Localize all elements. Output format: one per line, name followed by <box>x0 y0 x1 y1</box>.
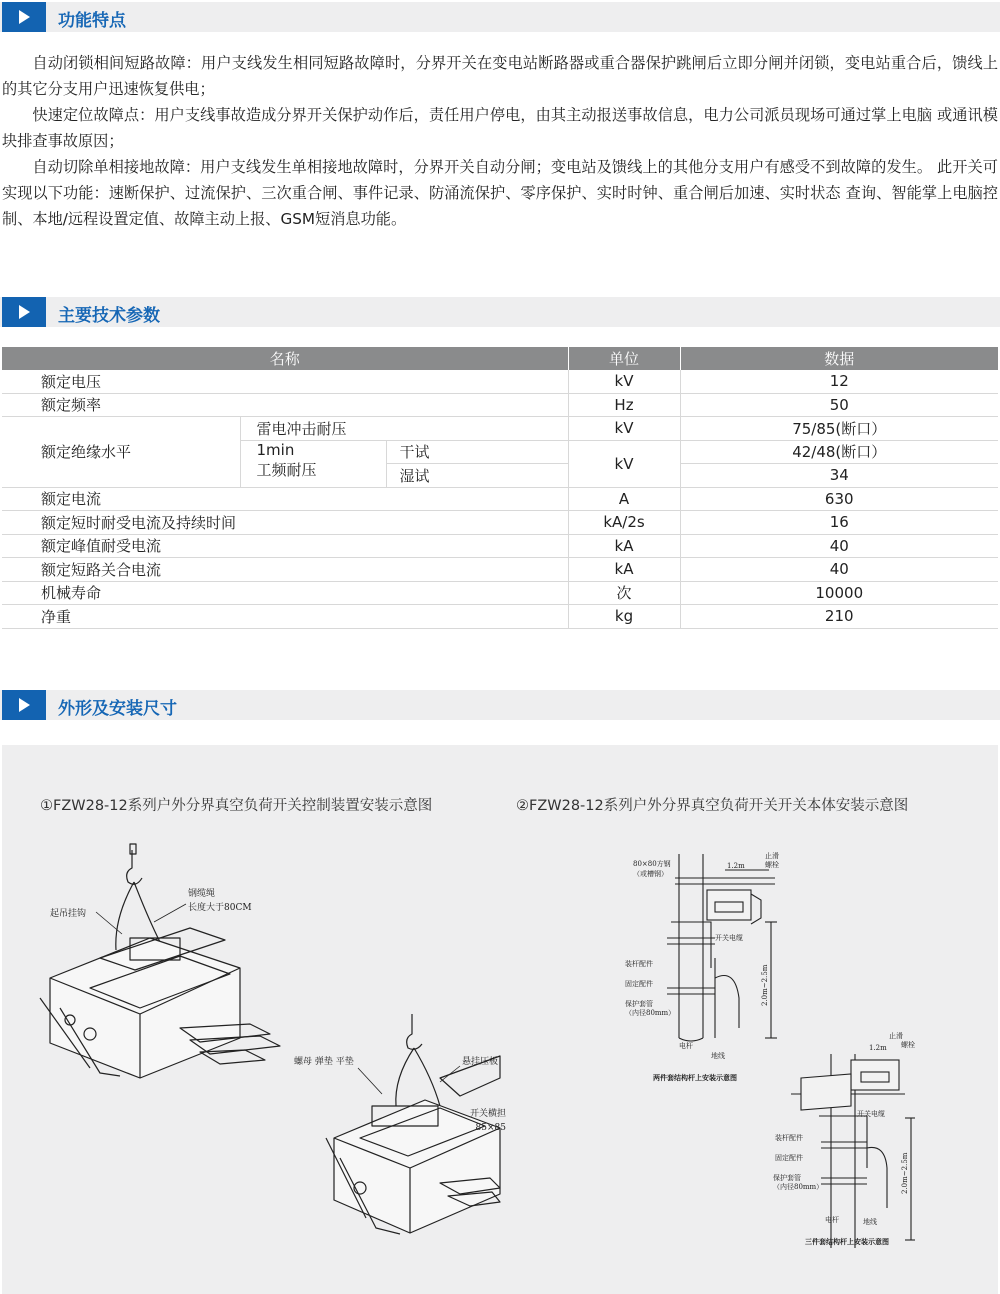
label-sleeve-2b: （内径80mm） <box>773 1183 824 1191</box>
row-value: 40 <box>680 534 998 558</box>
label-sleeve-1: 保护套管 <box>625 1000 653 1008</box>
row-value: 12 <box>680 370 998 393</box>
label-rope: 钢缆绳 <box>188 889 216 899</box>
label-nut: 螺母 弹垫 平垫 <box>294 1057 354 1067</box>
label-height-1: 2.0m~2.5m <box>761 964 769 1006</box>
label-distance-2: 1.2m <box>869 1044 887 1052</box>
table-row <box>2 487 998 511</box>
row-value: 50 <box>680 393 998 417</box>
label-bolt-1a: 止滑 <box>765 852 779 860</box>
row-subname <box>240 440 386 487</box>
label-sleeve-2: 保护套管 <box>773 1174 801 1182</box>
row-name: 额定峰值耐受电流 <box>2 534 568 558</box>
label-hook: 起吊挂钩 <box>50 909 87 919</box>
play-arrow-icon <box>2 2 46 32</box>
feature-paragraph: 快速定位故障点：用户支线事故造成分界开关保护动作后，责任用户停电，由其主动报送事故信息，电力公司派员现场可通过掌上电脑 或通讯模块排查事故原因； <box>2 106 998 150</box>
label-pole-2: 电杆 <box>825 1216 839 1224</box>
pf-duration: 1min <box>256 440 295 459</box>
row-name: 额定绝缘水平 <box>2 417 240 488</box>
section-header-features <box>0 2 1000 32</box>
row-unit: A <box>568 487 680 511</box>
label-sleeve-1b: （内径80mm） <box>625 1009 676 1017</box>
row-value: 34 <box>680 464 998 488</box>
label-steel: 80×80方钢 <box>633 860 671 868</box>
play-arrow-icon <box>2 690 46 720</box>
label-fixing-1: 固定配件 <box>625 980 653 988</box>
row-subname: 湿试 <box>386 464 568 488</box>
label-plate: 悬挂压板 <box>462 1057 499 1067</box>
label-ground-1: 地线 <box>711 1052 725 1060</box>
row-unit: kV <box>568 440 680 487</box>
row-name: 机械寿命 <box>2 581 568 605</box>
drawing-caption-2: ②FZW28-12系列户外分界真空负荷开关开关本体安装示意图 <box>516 798 909 814</box>
table-row <box>2 417 998 441</box>
row-unit: kA/2s <box>568 511 680 535</box>
row-unit: kA <box>568 534 680 558</box>
table-row <box>2 370 998 393</box>
label-bolt-2a: 止滑 <box>889 1032 903 1040</box>
row-unit: kg <box>568 605 680 629</box>
label-beam: 开关横担 <box>469 1109 506 1119</box>
row-value: 75/85(断口） <box>680 417 998 441</box>
row-unit: kA <box>568 558 680 582</box>
label-fitting-2: 装杆配件 <box>775 1134 803 1142</box>
section-header-dimensions <box>0 690 1000 720</box>
row-unit: Hz <box>568 393 680 417</box>
row-name: 额定电流 <box>2 487 568 511</box>
table-row <box>2 534 998 558</box>
pf-name: 工频耐压 <box>256 460 317 479</box>
spec-table <box>2 347 998 629</box>
switch-body-installation-drawing <box>615 848 915 1250</box>
row-value: 42/48(断口） <box>680 440 998 464</box>
play-arrow-icon <box>2 297 46 327</box>
label-distance-1: 1.2m <box>727 862 745 870</box>
section-title: 功能特点 <box>58 11 126 31</box>
table-row <box>2 511 998 535</box>
label-fixing-2: 固定配件 <box>775 1154 803 1162</box>
row-value: 210 <box>680 605 998 629</box>
row-value: 40 <box>680 558 998 582</box>
row-subname: 雷电冲击耐压 <box>240 417 568 441</box>
row-value: 630 <box>680 487 998 511</box>
row-value: 10000 <box>680 581 998 605</box>
label-pole-1: 电杆 <box>679 1042 693 1050</box>
section-title: 外形及安装尺寸 <box>58 699 177 719</box>
feature-paragraph: 自动闭锁相间短路故障：用户支线发生相同短路故障时，分界开关在变电站断路器或重合器保护跳闸后立即分闸并闭锁，变电站重合后，馈线上的其它分支用户迅速恢复供电； <box>2 54 998 98</box>
label-height-2: 2.0m~2.5m <box>901 1152 909 1194</box>
row-subname: 干试 <box>386 440 568 464</box>
table-row <box>2 393 998 417</box>
control-device-installation-drawing <box>30 838 506 1258</box>
row-name: 净重 <box>2 605 568 629</box>
header-unit: 单位 <box>568 347 680 370</box>
label-cable-2: 开关电缆 <box>857 1110 885 1118</box>
label-fitting-1: 装杆配件 <box>625 960 653 968</box>
drawing-caption-1: ①FZW28-12系列户外分界真空负荷开关控制装置安装示意图 <box>40 798 433 814</box>
section-title: 主要技术参数 <box>58 306 160 326</box>
label-cable-1: 开关电缆 <box>715 934 743 942</box>
caption-two-piece: 两件套结构杆上安装示意图 <box>653 1074 737 1082</box>
row-value: 16 <box>680 511 998 535</box>
label-beam-size: 85×85 <box>475 1123 506 1133</box>
table-header-row <box>2 347 998 370</box>
label-steel-alt: （或槽钢） <box>633 870 668 878</box>
row-name: 额定短时耐受电流及持续时间 <box>2 511 568 535</box>
header-name: 名称 <box>2 347 568 370</box>
label-ground-2: 地线 <box>863 1218 877 1226</box>
feature-paragraph: 自动切除单相接地故障：用户支线发生单相接地故障时，分界开关自动分闸；变电站及馈线上的其他分支用户有感受不到故障的发生。 此开关可实现以下功能：速断保护、过流保护、三次重合闸、事件记录、防涌流保护、零序保护、实时时钟、重合闸后加速、实时状态 查询、智能掌上电脑控制、本地/远程设置定值、故障主动上报、GSM短消息功能。 <box>2 158 998 228</box>
label-rope-length: 长度大于80CM <box>188 903 252 913</box>
row-name: 额定短路关合电流 <box>2 558 568 582</box>
caption-three-piece: 三件套结构杆上安装示意图 <box>805 1238 889 1246</box>
row-name: 额定频率 <box>2 393 568 417</box>
row-unit: 次 <box>568 581 680 605</box>
table-row <box>2 558 998 582</box>
features-text <box>2 50 998 232</box>
row-unit: kV <box>568 417 680 441</box>
header-data: 数据 <box>680 347 998 370</box>
section-header-specs <box>0 297 1000 327</box>
row-unit: kV <box>568 370 680 393</box>
table-row <box>2 581 998 605</box>
table-row <box>2 605 998 629</box>
row-name: 额定电压 <box>2 370 568 393</box>
label-bolt-2b: 螺栓 <box>901 1041 915 1049</box>
label-bolt-1b: 螺栓 <box>765 861 779 869</box>
